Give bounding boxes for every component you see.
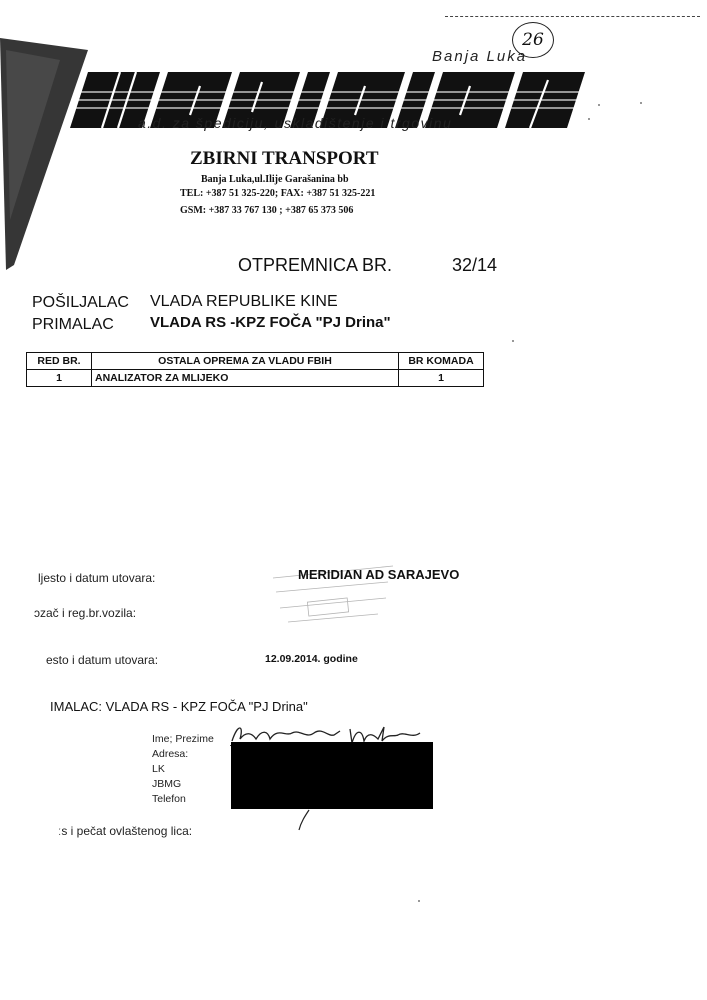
name-label: Ime; Prezime [152,733,214,745]
recipient-value: VLADA RS -KPZ FOČA "PJ Drina" [150,314,391,331]
scan-speck [588,118,590,120]
logo-tagline: a.d. za špediciju, uskladištenje i trgovinu [138,115,453,131]
signature-stamp-label: ːs i pečat ovlaštenog lica: [58,824,193,838]
cell-quantity: 1 [399,370,484,387]
items-table [26,352,484,387]
unloading-place-label: esto i datum utovara: [46,653,159,667]
company-address: Banja Luka,ul.Ilije Garašanina bb [201,174,349,185]
table-header-row [27,353,484,370]
document-title: OTPREMNICA BR. [238,255,393,275]
cell-item-name: ANALIZATOR ZA MLIJEKO [92,370,399,387]
unloading-date: 12.09.2014. godine [265,653,358,665]
receiver-label: IMALAC: VLADA RS - KPZ FOČA "PJ Drina" [50,699,308,714]
scan-line [445,16,700,17]
lk-label: LK [152,763,165,775]
logo-city: Banja Luka [432,48,528,65]
loading-company-stamp: MERIDIAN AD SARAJEVO [298,567,460,582]
sender-value: VLADA REPUBLIKE KINE [150,293,338,310]
company-name: ZBIRNI TRANSPORT [190,148,379,169]
address-label: Adresa: [152,748,189,760]
redaction-box [231,742,433,809]
scan-speck [640,102,642,104]
driver-label: ɔzač i reg.br.vozila: [34,606,137,620]
page-number: 26 [512,22,554,58]
sender-label: POŠILJALAC [32,294,129,311]
scan-speck [418,900,420,902]
loading-place-label: ljesto i datum utovara: [38,571,156,585]
company-gsm: GSM: +387 33 767 130 ; +387 65 373 506 [180,205,354,216]
jbmg-label: JBMG [152,778,182,790]
col-header-br-komada: BR KOMADA [399,353,484,370]
scan-speck [598,104,600,106]
scan-speck [512,340,514,342]
table-row [27,370,484,387]
cell-red-br: 1 [27,370,92,387]
phone-label: Telefon [152,793,186,805]
col-header-oprema: OSTALA OPREMA ZA VLADU FBIH [92,353,399,370]
col-header-red-br: RED BR. [27,353,92,370]
signature-stroke [295,808,315,832]
company-tel-fax: TEL: +387 51 325-220; FAX: +387 51 325-221 [180,188,376,199]
document-number: 32/14 [452,255,498,275]
recipient-label: PRIMALAC [32,316,114,333]
